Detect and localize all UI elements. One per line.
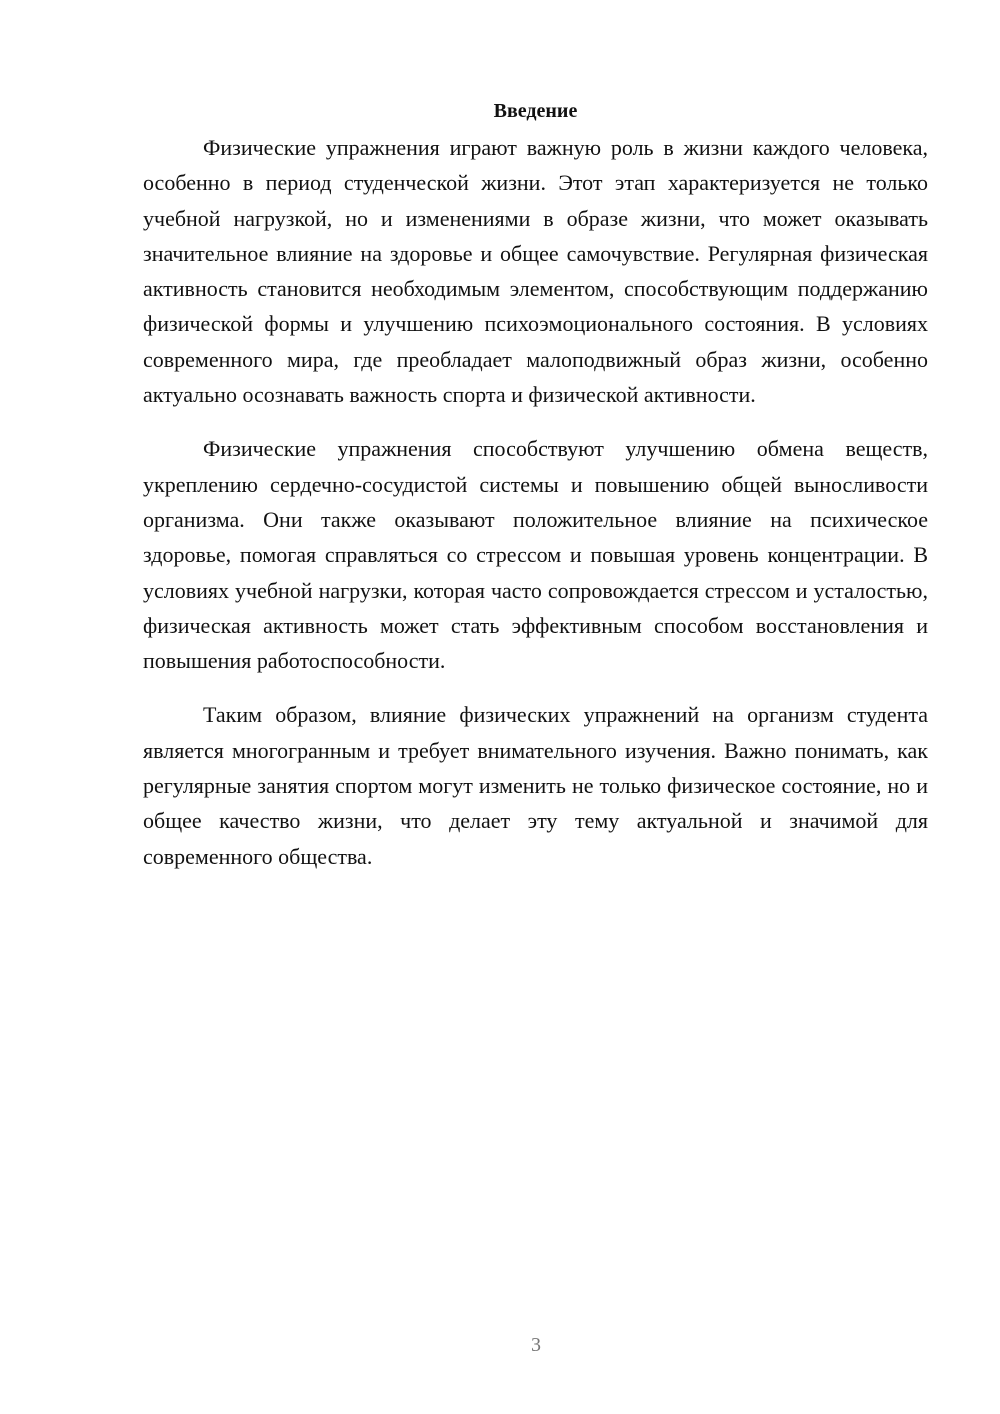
section-title: Введение [493, 100, 578, 122]
page-number: 3 [531, 1334, 541, 1356]
paragraph-1: Физические упражнения играют важную роль в жизни каждого человека, особенно в период студенческой жизни. Этот этап характеризуется не только учебной нагрузкой, но и изменениями в образе жизни, что может оказывать значительное влияние на здоровье и общее самочувствие. Регулярная физическая активность становится необходимым элементом, способствующим поддержанию физической формы и улучшению психоэмоционального состояния. В условиях современного мира, где преобладает малоподвижный образ жизни, особенно актуально осознавать важность спорта и физической активности. [143, 135, 928, 408]
page-content [143, 96, 928, 874]
paragraph-2: Физические упражнения способствуют улучшению обмена веществ, укреплению сердечно-сосудистой системы и повышению общей выносливости организма. Они также оказывают положительное влияние на психическое здоровье, помогая справляться со стрессом и повышая уровень концентрации. В условиях учебной нагрузки, которая часто сопровождается стрессом и усталостью, физическая активность может стать эффективным способом восстановления и повышения работоспособности. [143, 436, 928, 674]
paragraph-3: Таким образом, влияние физических упражнений на организм студента является многогранным и требует внимательного изучения. Важно понимать, как регулярные занятия спортом могут изменить не только физическое состояние, но и общее качество жизни, что делает эту тему актуальной и значимой для современного общества. [143, 702, 928, 869]
